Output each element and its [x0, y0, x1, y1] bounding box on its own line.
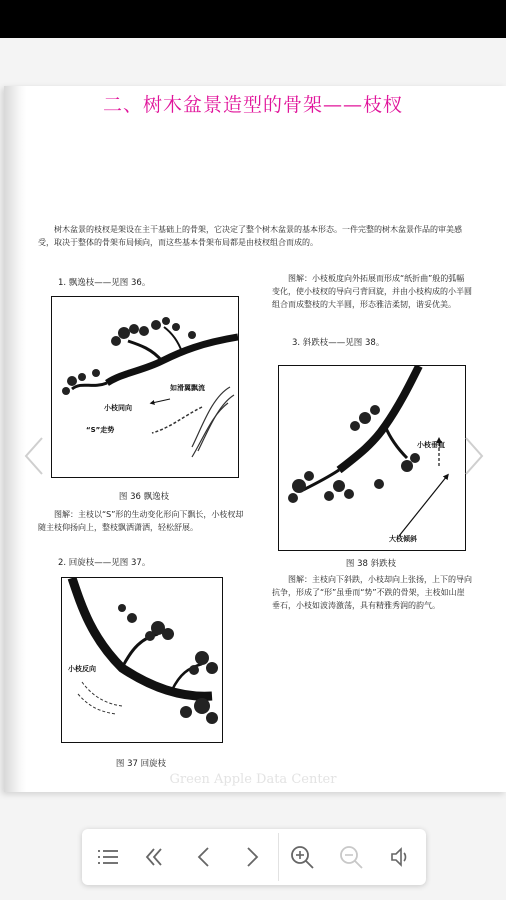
item1-heading: 1. 飘逸枝——见图 36。 [58, 278, 151, 288]
zoom-in-button[interactable] [288, 843, 316, 871]
chevron-right-icon [462, 436, 486, 476]
zoom-out-button[interactable] [337, 843, 365, 871]
fig36-label-s: “S”走势 [86, 426, 115, 434]
right-note: 图解：小枝板度向外拓展而形成“纸折曲”般的弧幅变化，使小枝杈的导向弓背回旋，并由小枝构成的小半圆组合而成整枝的大半圆，形态雅洁柔韧，谐妥优美。 [272, 274, 472, 309]
page-title: 二、树木盆景造型的骨架——枝杈 [102, 94, 403, 116]
previous-page-icon [190, 843, 218, 871]
right-note-block [272, 272, 472, 311]
fig37-label-direction: 小枝反向 [68, 665, 96, 673]
fig36-note: 图解：主枝以“S”形的生动变化形向下飘长，小枝杈却随主枝仰扬向上，整枝飘洒潇洒，轻松舒展。 [38, 510, 244, 532]
fig38-note: 图解：主枝向下斜跌，小枝却向上张扬，上下的导向抗争，形成了“形”虽垂而“势”不跌的骨架，主枝如山崖垂石，小枝如波涛激荡，具有精雅秀润的韵气。 [272, 575, 472, 610]
drift-branch-drawing [52, 297, 238, 477]
list-icon [94, 843, 122, 871]
fig36-note-block [38, 508, 248, 534]
figure-38 [278, 365, 466, 551]
fig36-label-drift: 如滑翼飘流 [170, 384, 205, 392]
slanting-branch-drawing [279, 366, 465, 550]
fig36-label-direction: 小枝同向 [104, 404, 132, 412]
reader-toolbar [82, 829, 426, 885]
status-bar [0, 0, 506, 38]
first-page-icon [140, 843, 168, 871]
table-of-contents-button[interactable] [94, 843, 122, 871]
read-aloud-button[interactable] [386, 843, 414, 871]
next-page-button[interactable] [238, 843, 266, 871]
first-page-button[interactable] [140, 843, 168, 871]
item3-heading: 3. 斜跌枝——见图 38。 [292, 338, 385, 348]
chevron-left-icon [22, 436, 46, 476]
figure-36 [51, 296, 239, 478]
figure-37 [61, 577, 223, 743]
fig38-note-block [272, 573, 472, 612]
fig37-caption: 图 37 回旋枝 [115, 759, 167, 769]
previous-page-arrow[interactable] [22, 436, 46, 476]
swirl-branch-drawing [62, 578, 222, 742]
next-page-icon [238, 843, 266, 871]
fig38-caption: 图 38 斜跌枝 [345, 559, 397, 569]
previous-page-button[interactable] [190, 843, 218, 871]
toolbar-divider [278, 833, 279, 881]
speaker-icon [386, 843, 414, 871]
fig36-caption: 图 36 飘逸枝 [118, 492, 170, 502]
item2-heading: 2. 回旋枝——见图 37。 [58, 558, 151, 568]
fig38-label-vertical: 小枝垂直 [417, 441, 445, 449]
watermark: Green Apple Data Center [169, 772, 337, 787]
intro-paragraph [38, 223, 468, 249]
intro-text: 树木盆景的枝杈是架设在主干基础上的骨架，它决定了整个树木盆景的基本形态。一件完整的树木盆景作品的审美感受，取决于整体的骨架布局倾向，而这些基本骨架布局都是由枝杈组合而成的。 [38, 225, 462, 247]
fig38-label-big: 大枝倾斜 [389, 535, 417, 543]
zoom-out-icon [337, 843, 365, 871]
next-page-arrow[interactable] [462, 436, 486, 476]
zoom-in-icon [288, 843, 316, 871]
